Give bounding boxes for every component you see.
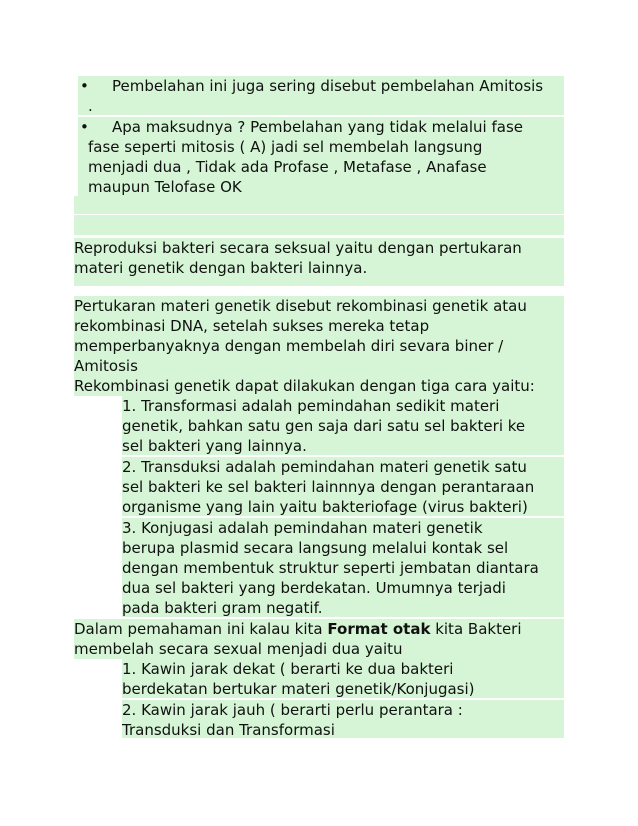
list-line: Transduksi dan Transformasi — [122, 720, 564, 738]
bullet-continuation: . — [78, 96, 564, 116]
bold-phrase: Format otak — [327, 620, 431, 638]
list-number: 2. — [122, 458, 137, 476]
list-item: 3. Konjugasi adalah pemindahan materi genetik — [122, 518, 564, 538]
list-line: berupa plasmid secara langsung melalui kontak sel — [122, 538, 564, 558]
list-item: 1. Transformasi adalah pemindahan sedikit materi — [122, 396, 564, 416]
paragraph-line: materi genetik dengan bakteri lainnya. — [74, 258, 564, 286]
list-line: dengan membentuk struktur seperti jembatan diantara — [122, 558, 564, 578]
summary-line: membelah secara sexual menjadi dua yaitu — [74, 639, 564, 659]
list-line: berdekatan bertukar materi genetik/Konjugasi) — [122, 679, 564, 699]
bullet-item-meaning — [78, 117, 564, 137]
bullet-text: Apa maksudnya ? Pembelahan yang tidak melalui fase — [112, 118, 523, 136]
bullet-line: fase seperti mitosis ( A) jadi sel membelah langsung — [78, 137, 564, 157]
summary-line: Dalam pemahaman ini kalau kita Format otak kita Bakteri — [74, 619, 564, 639]
paragraph-line: Pertukaran materi genetik disebut rekombinasi genetik atau — [74, 296, 564, 316]
empty-bar — [74, 215, 564, 235]
list-line: pada bakteri gram negatif. — [122, 598, 564, 618]
paragraph-heading: Rekombinasi genetik dapat dilakukan dengan tiga cara yaitu: — [74, 376, 564, 396]
bullet-item-amitosis — [78, 76, 564, 96]
list-number: 3. — [122, 519, 137, 537]
list-line: organisme yang lain yaitu bakteriofage (virus bakteri) — [122, 497, 564, 517]
paragraph-line: memperbanyaknya dengan membelah diri sevara biner / — [74, 336, 564, 356]
paragraph-line: Amitosis — [74, 356, 564, 376]
list-item: 2. Kawin jarak jauh ( berarti perlu perantara : — [122, 700, 564, 720]
list-number: 1. — [122, 660, 137, 678]
empty-bar — [74, 196, 564, 214]
list-number: 2. — [122, 701, 137, 719]
paragraph-line: Reproduksi bakteri secara seksual yaitu dengan pertukaran — [74, 238, 564, 258]
bullet-icon: • — [80, 118, 89, 136]
bullet-line: menjadi dua , Tidak ada Profase , Metafase , Anafase — [78, 157, 564, 177]
bullet-icon: • — [80, 77, 89, 95]
list-number: 1. — [122, 397, 137, 415]
list-line: sel bakteri ke sel bakteri lainnnya dengan perantaraan — [122, 477, 564, 497]
bullet-line: maupun Telofase OK — [78, 177, 564, 197]
list-line: sel bakteri yang lainnya. — [122, 436, 564, 456]
list-line: genetik, bahkan satu gen saja dari satu sel bakteri ke — [122, 416, 564, 436]
list-item: 1. Kawin jarak dekat ( berarti ke dua bakteri — [122, 659, 564, 679]
list-item: 2. Transduksi adalah pemindahan materi genetik satu — [122, 457, 564, 477]
paragraph-line: rekombinasi DNA, setelah sukses mereka tetap — [74, 316, 564, 336]
list-line: dua sel bakteri yang berdekatan. Umumnya terjadi — [122, 578, 564, 598]
bullet-text: Pembelahan ini juga sering disebut pembelahan Amitosis — [112, 77, 544, 95]
